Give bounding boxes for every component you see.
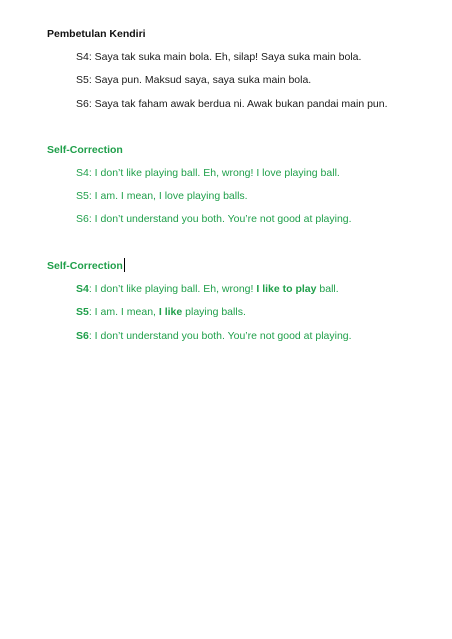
dialogue-line-s6-malay: S6: Saya tak faham awak berdua ni. Awak bukan pandai main pun. xyxy=(76,98,388,110)
dialogue-line-s6-corrected xyxy=(76,329,352,343)
heading-text: Self-Correction xyxy=(47,260,123,272)
dialogue-line-s6-english: S6: I don’t understand you both. You’re not good at playing. xyxy=(76,213,352,225)
line-text-a: : I am. I mean, xyxy=(88,306,159,318)
speaker-label-s6: S6 xyxy=(76,330,89,342)
section-heading-pembetulan-kendiri: Pembetulan Kendiri xyxy=(47,28,146,40)
highlighted-correction: I like xyxy=(158,306,183,318)
line-text-a: : I don’t like playing ball. Eh, wrong! xyxy=(88,283,257,295)
speaker-label-s5: S5 xyxy=(76,306,89,318)
speaker-label-s4: S4 xyxy=(76,283,89,295)
text-cursor xyxy=(124,258,125,272)
line-text-a: : I don’t understand you both. You’re not good at playing. xyxy=(88,330,352,342)
section-heading-self-correction: Self-Correction xyxy=(47,144,123,156)
line-text-b: ball. xyxy=(316,283,339,295)
dialogue-line-s4-corrected xyxy=(76,282,339,296)
highlighted-correction: I like to play xyxy=(256,283,317,295)
dialogue-line-s5-english: S5: I am. I mean, I love playing balls. xyxy=(76,190,248,202)
dialogue-line-s4-english: S4: I don’t like playing ball. Eh, wrong! I love playing ball. xyxy=(76,167,340,179)
dialogue-line-s5-malay: S5: Saya pun. Maksud saya, saya suka main bola. xyxy=(76,74,312,86)
dialogue-line-s5-corrected xyxy=(76,305,246,319)
dialogue-line-s4-malay: S4: Saya tak suka main bola. Eh, silap! Saya suka main bola. xyxy=(76,51,362,63)
line-text-b: playing balls. xyxy=(182,306,246,318)
section-heading-self-correction-edited xyxy=(47,258,125,273)
